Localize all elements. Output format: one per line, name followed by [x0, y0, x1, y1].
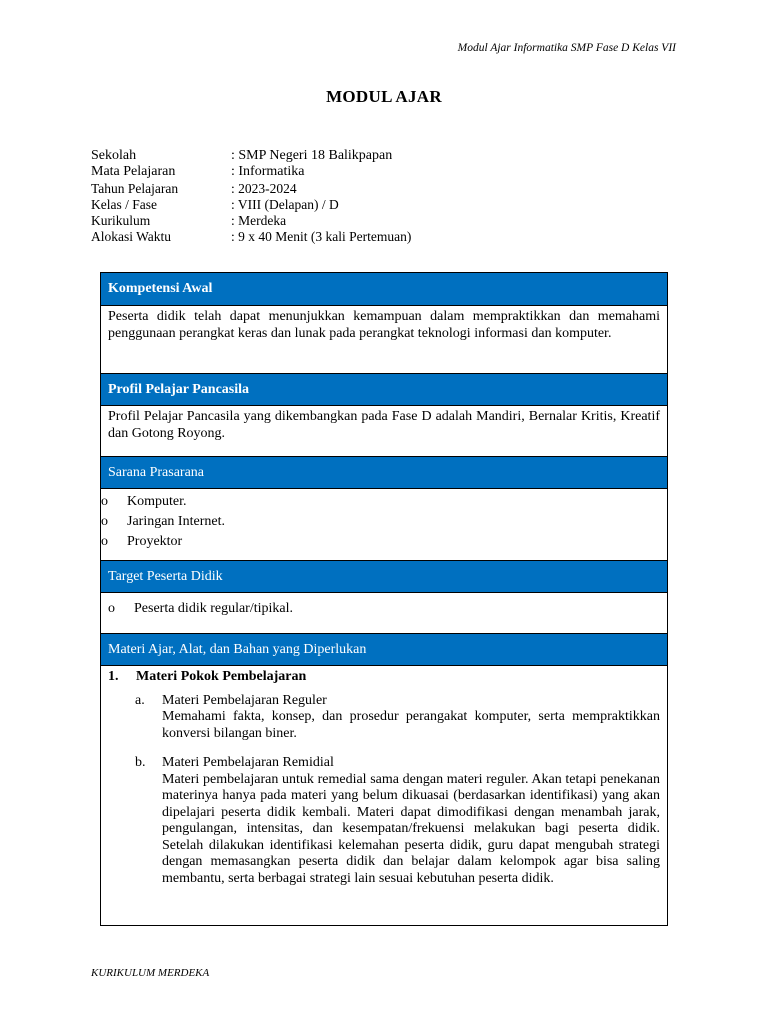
info-value: : SMP Negeri 18 Balikpapan	[231, 148, 393, 163]
info-row-mata-pelajaran	[91, 164, 411, 180]
bullet-mark: o	[101, 534, 108, 549]
section-header-kompetensi: Kompetensi Awal	[101, 273, 667, 306]
bullet-mark: o	[108, 601, 115, 616]
list-item-text: Proyektor	[127, 534, 183, 549]
sub-item-remidial	[101, 755, 660, 887]
info-row-kurikulum	[91, 213, 411, 229]
info-row-kelas-fase	[91, 197, 411, 213]
running-footer: KURIKULUM MERDEKA	[91, 967, 210, 979]
info-label: Alokasi Waktu	[91, 229, 172, 245]
bullet-mark: o	[101, 514, 108, 529]
info-value: : VIII (Delapan) / D	[231, 196, 339, 212]
sub-item-title: Materi Pembelajaran Remidial	[162, 755, 334, 770]
section-body-materi	[101, 666, 667, 925]
bullet-mark: o	[101, 494, 108, 509]
list-item	[101, 532, 667, 552]
materi-pokok-title: Materi Pokok Pembelajaran	[136, 669, 307, 684]
list-item-text: Komputer.	[127, 494, 187, 509]
sub-item-reguler	[101, 693, 660, 743]
sub-item-body: Memahami fakta, konsep, dan prosedur perangakat komputer, serta mempraktikkan konversi bilangan biner.	[162, 709, 660, 741]
materi-pokok-heading	[101, 669, 660, 686]
info-value: : Informatika	[231, 164, 305, 180]
sub-item-letter: a.	[135, 692, 145, 708]
section-body-profil: Profil Pelajar Pancasila yang dikembangkan pada Fase D adalah Mandiri, Bernalar Kritis, Kreatif dan Gotong Royong.	[101, 406, 667, 457]
info-label: Tahun Pelajaran	[91, 180, 179, 196]
list-item	[101, 512, 667, 532]
document-title: MODUL AJAR	[326, 87, 442, 106]
section-header-target: Target Peserta Didik	[101, 561, 667, 593]
info-label: Kelas / Fase	[91, 196, 157, 212]
sub-item-letter: b.	[135, 755, 146, 770]
info-row-alokasi-waktu	[91, 229, 411, 245]
info-label: Sekolah	[91, 148, 137, 163]
info-value: : Merdeka	[231, 213, 287, 229]
section-header-profil: Profil Pelajar Pancasila	[101, 374, 667, 406]
info-value: : 9 x 40 Menit (3 kali Pertemuan)	[231, 229, 412, 245]
item-number: 1.	[108, 669, 119, 684]
list-item	[101, 492, 667, 512]
section-header-materi: Materi Ajar, Alat, dan Bahan yang Diperlukan	[101, 634, 667, 666]
identity-info	[91, 148, 411, 246]
info-row-tahun-pelajaran	[91, 181, 411, 197]
section-header-sarana: Sarana Prasarana	[101, 457, 667, 489]
sub-item-content	[162, 755, 660, 887]
list-item	[108, 599, 667, 619]
sub-item-title: Materi Pembelajaran Reguler	[162, 692, 327, 708]
section-body-kompetensi: Peserta didik telah dapat menunjukkan kemampuan dalam mempraktikkan dan memahami penggunaan perangkat keras dan lunak pada perangkat teknologi informasi dan komputer.	[101, 306, 667, 374]
section-body-target	[101, 593, 667, 634]
section-body-sarana	[101, 489, 667, 561]
module-table	[100, 272, 668, 926]
list-item-text: Jaringan Internet.	[127, 514, 225, 529]
running-header: Modul Ajar Informatika SMP Fase D Kelas VII	[457, 42, 676, 54]
info-label: Kurikulum	[91, 213, 151, 229]
sub-item-content	[162, 693, 660, 743]
info-label: Mata Pelajaran	[91, 164, 176, 180]
list-item-text: Peserta didik regular/tipikal.	[134, 601, 294, 616]
info-value: : 2023-2024	[231, 180, 297, 196]
sub-item-body: Materi pembelajaran untuk remedial sama dengan materi reguler. Akan tetapi penekanan materinya hanya pada materi yang belum dikuasai (berdasarkan identifikasi) yang akan dipelajari peserta didik kembali. Materi dapat dimodifikasi dengan menambah jarak, pengulangan, intensitas, dan kesempatan/frekuensi melakukan bagi peserta didik. Setelah dilakukan identifikasi kelemahan peserta didik, guru dapat mengubah strategi dengan memasangkan peserta didik dan belajar dalam kelompok agar bisa saling membantu, serta berbagai strategi lain sesuai kebutuhan peserta didik.	[162, 771, 660, 886]
info-row-sekolah	[91, 148, 411, 164]
